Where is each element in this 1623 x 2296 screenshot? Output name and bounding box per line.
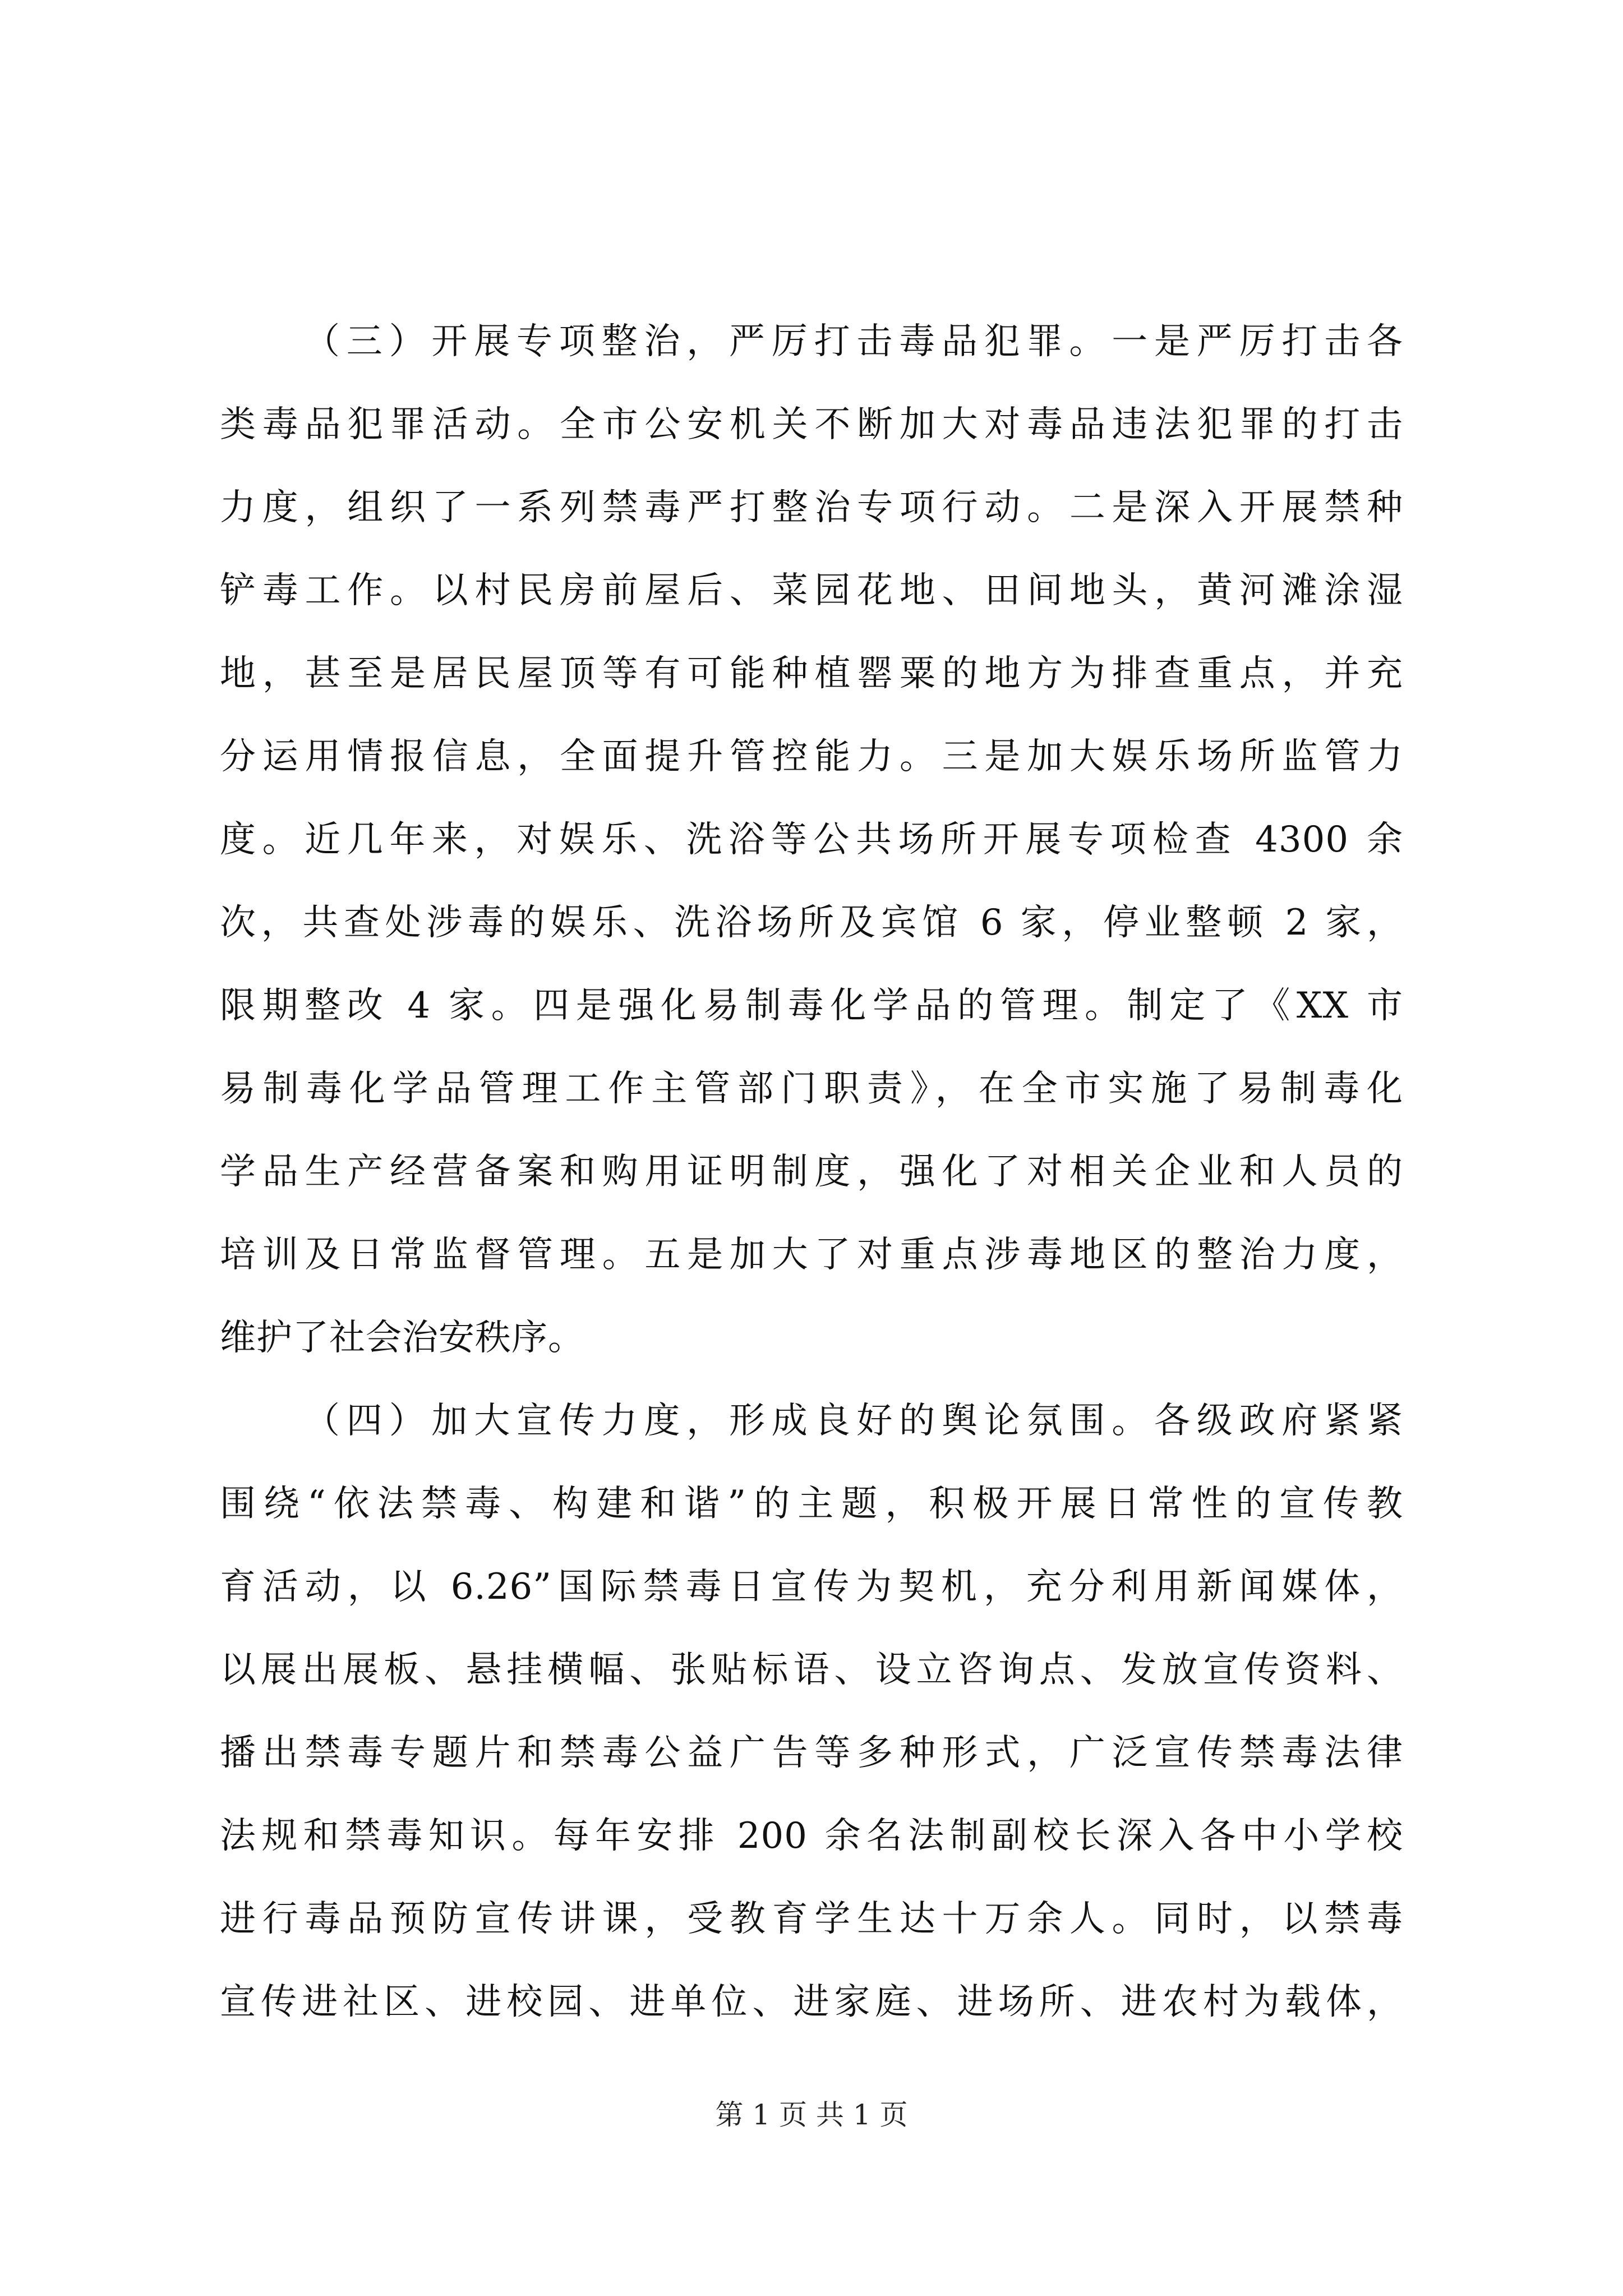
paragraph-line: 围绕“依法禁毒、构建和谐”的主题，积极开展日常性的宣传教 bbox=[220, 1483, 1403, 1525]
paragraph-line: 分运用情报信息，全面提升管控能力。三是加大娱乐场所监管力 bbox=[220, 736, 1403, 777]
paragraph-line: 易制毒化学品管理工作主管部门职责》，在全市实施了易制毒化 bbox=[220, 1068, 1403, 1110]
paragraph-line: 宣传进社区、进校园、进单位、进家庭、进场所、进农村为载体， bbox=[220, 1981, 1403, 2023]
paragraph-line: （四）加大宣传力度，形成良好的舆论氛围。各级政府紧紧 bbox=[304, 1400, 1403, 1442]
paragraph-line: 进行毒品预防宣传讲课，受教育学生达十万余人。同时，以禁毒 bbox=[220, 1898, 1403, 1940]
paragraph-line: 学品生产经营备案和购用证明制度，强化了对相关企业和人员的 bbox=[220, 1151, 1403, 1193]
paragraph-line: 维护了社会治安秩序。 bbox=[220, 1317, 584, 1359]
paragraph-line: 力度，组织了一系列禁毒严打整治专项行动。二是深入开展禁种 bbox=[220, 487, 1403, 528]
page-footer: 第 1 页 共 1 页 bbox=[715, 2099, 908, 2131]
paragraph-line: 度。近几年来，对娱乐、洗浴等公共场所开展专项检查 4300 余 bbox=[220, 819, 1403, 861]
paragraph-line: 法规和禁毒知识。每年安排 200 余名法制副校长深入各中小学校 bbox=[220, 1815, 1403, 1857]
paragraph-line: 铲毒工作。以村民房前屋后、菜园花地、田间地头，黄河滩涂湿 bbox=[220, 570, 1403, 611]
paragraph-line: 以展出展板、悬挂横幅、张贴标语、设立咨询点、发放宣传资料、 bbox=[220, 1649, 1403, 1691]
paragraph-line: 培训及日常监督管理。五是加大了对重点涉毒地区的整治力度， bbox=[220, 1234, 1403, 1276]
document-body bbox=[220, 300, 1403, 2044]
paragraph-line: 地，甚至是居民屋顶等有可能种植罂粟的地方为排查重点，并充 bbox=[220, 653, 1403, 694]
paragraph-line: （三）开展专项整治，严厉打击毒品犯罪。一是严厉打击各 bbox=[304, 321, 1403, 362]
paragraph-line: 育活动，以 6.26”国际禁毒日宣传为契机，充分利用新闻媒体， bbox=[220, 1566, 1403, 1608]
paragraph-line: 类毒品犯罪活动。全市公安机关不断加大对毒品违法犯罪的打击 bbox=[220, 404, 1403, 445]
paragraph-line: 次，共查处涉毒的娱乐、洗浴场所及宾馆 6 家，停业整顿 2 家， bbox=[220, 902, 1403, 944]
paragraph-line: 播出禁毒专题片和禁毒公益广告等多种形式，广泛宣传禁毒法律 bbox=[220, 1732, 1403, 1774]
paragraph-3 bbox=[220, 300, 1403, 1379]
paragraph-4 bbox=[220, 1379, 1403, 2044]
paragraph-line: 限期整改 4 家。四是强化易制毒化学品的管理。制定了《XX 市 bbox=[220, 985, 1403, 1027]
